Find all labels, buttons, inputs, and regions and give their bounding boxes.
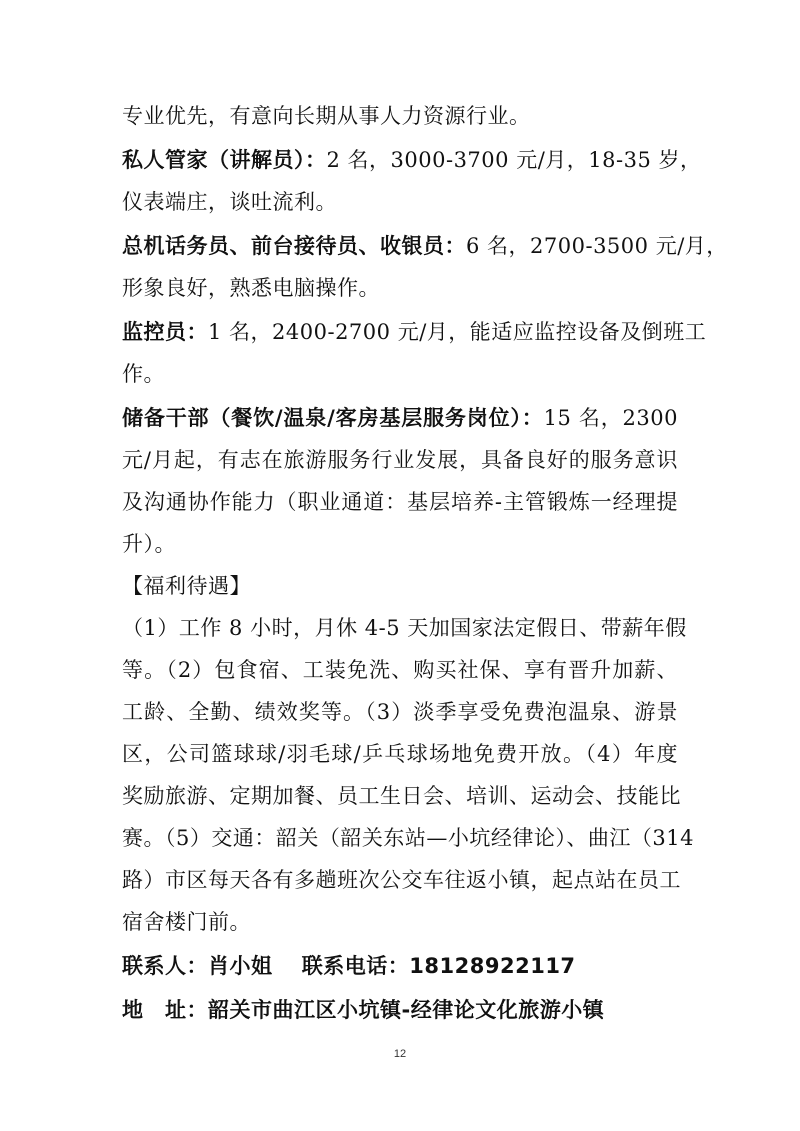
page-number: 12	[393, 1048, 407, 1060]
text-line: 专业优先，有意向长期从事人力资源行业。	[122, 104, 531, 128]
text-line: 宿舍楼门前。	[122, 910, 251, 934]
text-line: 工龄、全勤、绩效奖等。（3）淡季享受免费泡温泉、游景	[122, 700, 678, 724]
text-line: 私人管家（讲解员）：2 名，3000-3700 元/月，18-35 岁，	[122, 148, 702, 172]
address-line: 地 址：韶关市曲江区小坑镇-经律论文化旅游小镇	[122, 998, 605, 1022]
text-line: 总机话务员、前台接待员、收银员：6 名，2700-3500 元/月，	[122, 234, 728, 258]
text-line: 路）市区每天各有多趟班次公交车往返小镇，起点站在员工	[122, 868, 681, 892]
text-line: 作。	[122, 362, 165, 386]
contact-line: 联系人：肖小姐 联系电话：18128922117	[122, 954, 576, 978]
section-heading: 【福利待遇】	[122, 574, 251, 598]
text-line: 区，公司篮球球/羽毛球/乒乓球场地免费开放。（4）年度	[122, 742, 678, 766]
text-line: 奖励旅游、定期加餐、员工生日会、培训、运动会、技能比	[122, 784, 681, 808]
text-line: 储备干部（餐饮/温泉/客房基层服务岗位）：15 名，2300	[122, 406, 679, 430]
text-line: 监控员：1 名，2400-2700 元/月，能适应监控设备及倒班工	[122, 320, 707, 344]
text-line: 赛。（5）交通：韶关（韶关东站—小坑经律论）、曲江（314	[122, 826, 694, 850]
text-line: （1）工作 8 小时，月休 4-5 天加国家法定假日、带薪年假	[122, 616, 687, 640]
text-line: 元/月起，有志在旅游服务行业发展，具备良好的服务意识	[122, 448, 678, 472]
text-line: 形象良好，熟悉电脑操作。	[122, 276, 380, 300]
text-line: 及沟通协作能力（职业通道：基层培养-主管锻炼一经理提	[122, 490, 678, 514]
text-line: 升）。	[122, 532, 176, 556]
text-line: 仪表端庄，谈吐流利。	[122, 190, 337, 214]
text-line: 等。（2）包食宿、工装免洗、购买社保、享有晋升加薪、	[122, 658, 678, 682]
